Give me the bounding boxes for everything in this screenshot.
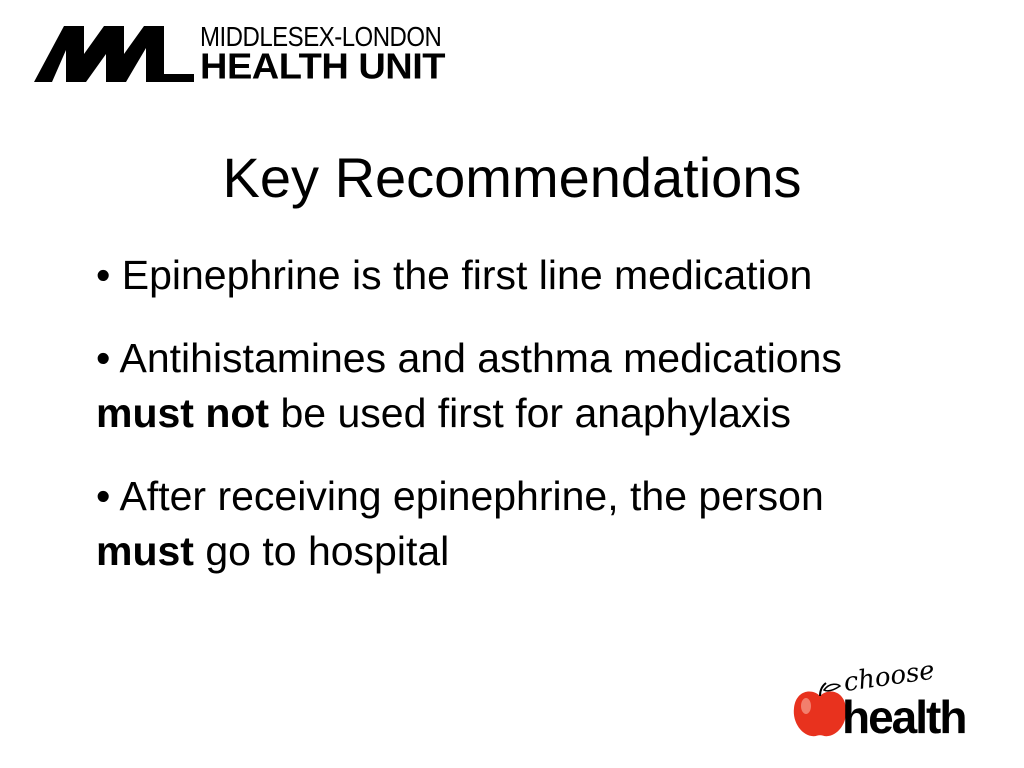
bullet-marker: • — [96, 335, 111, 381]
logo-line-1: MIDDLESEX-LONDON — [200, 22, 442, 54]
bullet-item — [96, 469, 926, 579]
bullet-text: After receiving epinephrine, the person — [110, 473, 824, 519]
bullet-marker: • — [96, 252, 111, 298]
bullet-item — [96, 248, 926, 303]
bullet-text: be used first for anaphylaxis — [269, 390, 791, 436]
slide-title: Key Recommendations — [222, 146, 802, 209]
health-word: health — [842, 691, 966, 743]
ml-monogram-icon — [34, 24, 194, 84]
bullet-text: Epinephrine is the first line medication — [110, 252, 813, 298]
bullet-marker: • — [96, 473, 111, 519]
bullet-item — [96, 331, 926, 441]
bullet-text: go to hospital — [193, 528, 450, 574]
middlesex-london-logo — [34, 20, 454, 86]
bullet-text: Antihistamines and asthma medications — [110, 335, 842, 381]
bullet-emphasis: must not — [96, 390, 270, 436]
choose-word: choose — [841, 655, 937, 698]
apple-icon — [790, 680, 850, 740]
bullet-emphasis: must — [96, 528, 194, 574]
bullet-list — [96, 248, 926, 607]
choose-health-logo — [790, 655, 995, 743]
logo-line-2: HEALTH UNIT — [200, 47, 445, 87]
